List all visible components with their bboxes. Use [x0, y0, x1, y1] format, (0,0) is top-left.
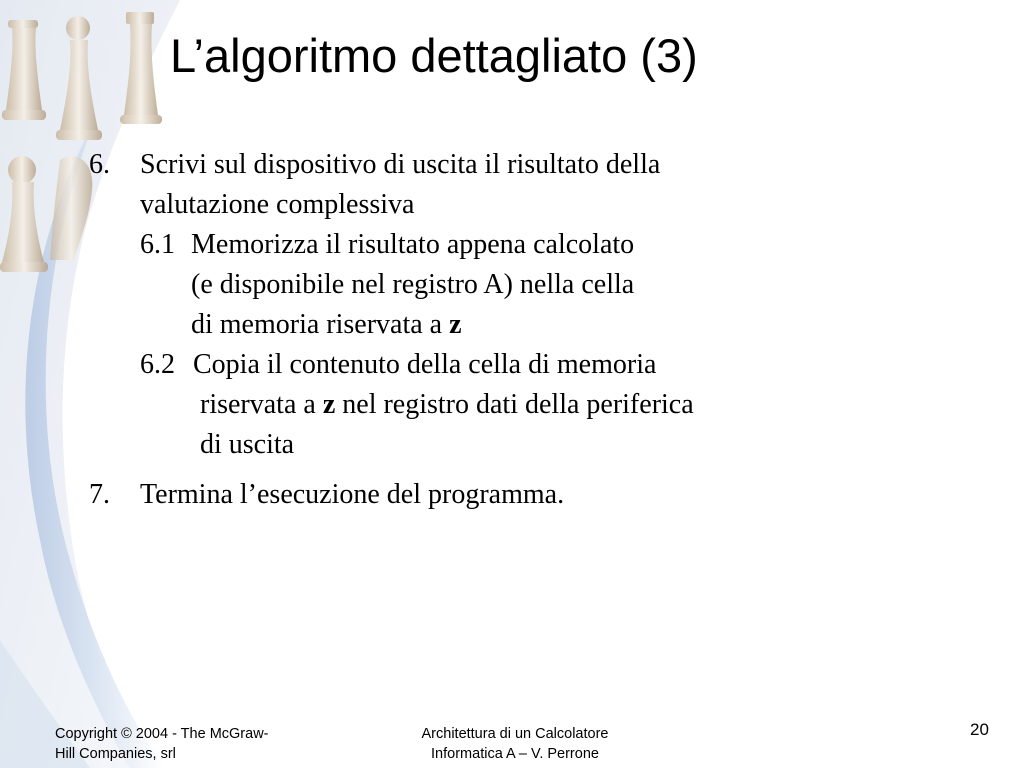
list-item-text-line: Termina l’esecuzione del programma. — [140, 479, 565, 510]
sub-item-text-line: (e disponibile nel registro A) nella cella — [191, 269, 635, 300]
footer-copyright-line: Hill Companies, srl — [55, 746, 176, 762]
variable-z: z — [449, 309, 462, 340]
sub-item-text-line: Copia il contenuto della cella di memoria — [193, 349, 657, 380]
variable-z: z — [322, 389, 336, 420]
sub-item-text-line — [191, 305, 462, 345]
text-segment: riservata a — [200, 389, 323, 420]
sub-item-text-line: Memorizza il risultato appena calcolato — [191, 229, 635, 260]
footer-course-line: Architettura di un Calcolatore — [421, 726, 609, 742]
footer-course-line: Informatica A – V. Perrone — [431, 746, 599, 762]
text-segment: nel registro dati della periferica — [335, 389, 694, 420]
footer-copyright — [55, 724, 269, 764]
footer-copyright-line: Copyright © 2004 - The McGraw- — [55, 726, 269, 742]
slide-title: L’algoritmo dettagliato (3) — [170, 29, 698, 82]
sub-item-text-line: di uscita — [200, 429, 295, 460]
sub-item-number: 6.2 — [140, 349, 175, 380]
sub-item-text-line — [200, 385, 694, 425]
sub-item-number: 6.1 — [140, 229, 175, 260]
text-segment: di memoria riservata a — [191, 309, 450, 340]
footer-course — [390, 724, 640, 764]
page-number: 20 — [970, 720, 989, 739]
list-item-number: 7. — [89, 479, 110, 510]
list-item-text-line: Scrivi sul dispositivo di uscita il risultato della — [140, 149, 661, 180]
list-item-number: 6. — [89, 149, 110, 180]
list-item-text-line: valutazione complessiva — [140, 189, 415, 220]
